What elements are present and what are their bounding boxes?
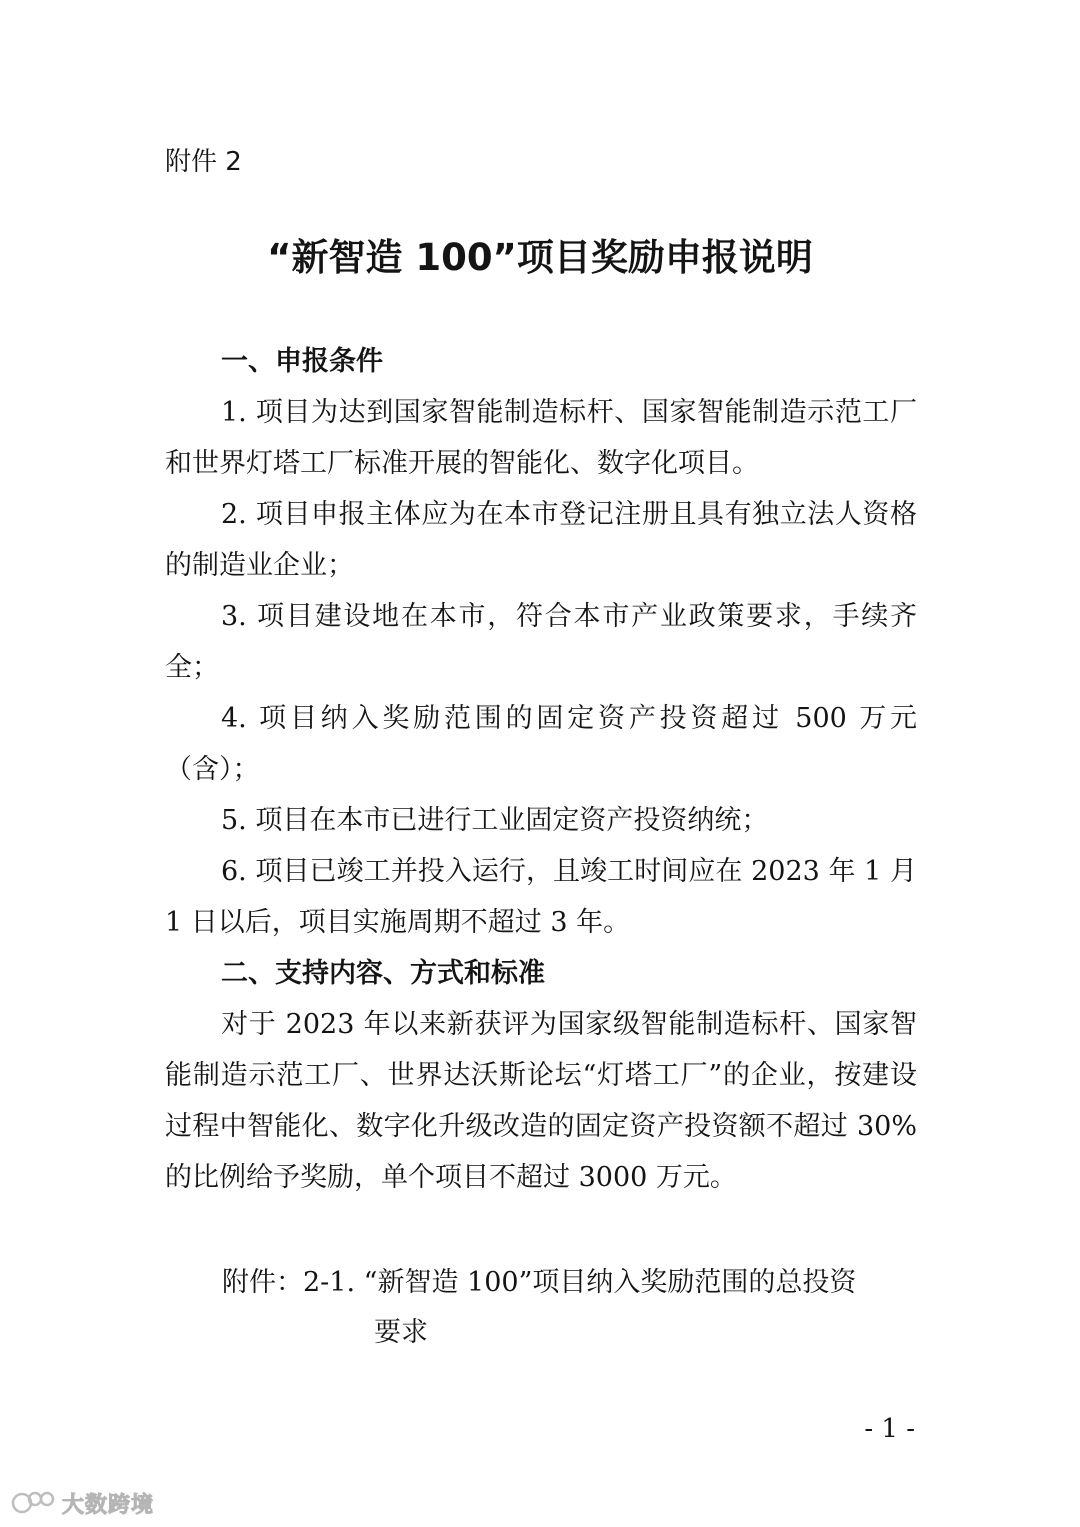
- section-heading-support: 二、支持内容、方式和标准: [221, 958, 545, 989]
- section-heading-conditions: 一、申报条件: [221, 346, 383, 377]
- attachment-note-line2: 要求: [374, 1317, 428, 1348]
- condition-item-2: 2. 项目申报主体应为在本市登记注册且具有独立法人资格的制造业企业；: [165, 499, 917, 581]
- watermark: [10, 1488, 154, 1518]
- attachment-note-line1: 附件：2-1. “新智造 100”项目纳入奖励范围的总投资: [222, 1267, 857, 1298]
- support-paragraph: 对于 2023 年以来新获评为国家级智能制造标杆、国家智能制造示范工厂、世界达沃斯论坛“灯塔工厂”的企业，按建设过程中智能化、数字化升级改造的固定资产投资额不超过 30%的比例给予奖励，单个项目不超过 3000 万元。: [165, 1009, 917, 1193]
- attachment-label: 附件 2: [165, 147, 242, 177]
- document-body: [165, 336, 917, 1203]
- condition-item-6: 6. 项目已竣工并投入运行，且竣工时间应在 2023 年 1 月 1 日以后，项目实施周期不超过 3 年。: [165, 856, 917, 938]
- condition-item-3: 3. 项目建设地在本市，符合本市产业政策要求，手续齐全；: [165, 601, 917, 683]
- condition-item-4: 4. 项目纳入奖励范围的固定资产投资超过 500 万元（含）；: [165, 703, 917, 785]
- brand-logo-icon: [10, 1490, 56, 1516]
- condition-item-5: 5. 项目在本市已进行工业固定资产投资纳统；: [221, 805, 769, 836]
- document-title: “新智造 100”项目奖励申报说明: [267, 236, 813, 279]
- condition-item-1: 1. 项目为达到国家智能制造标杆、国家智能制造示范工厂和世界灯塔工厂标准开展的智能化、数字化项目。: [165, 397, 917, 479]
- page-number: - 1 -: [864, 1414, 915, 1444]
- watermark-text: 大数跨境: [62, 1492, 155, 1518]
- attachment-note: [222, 1258, 922, 1358]
